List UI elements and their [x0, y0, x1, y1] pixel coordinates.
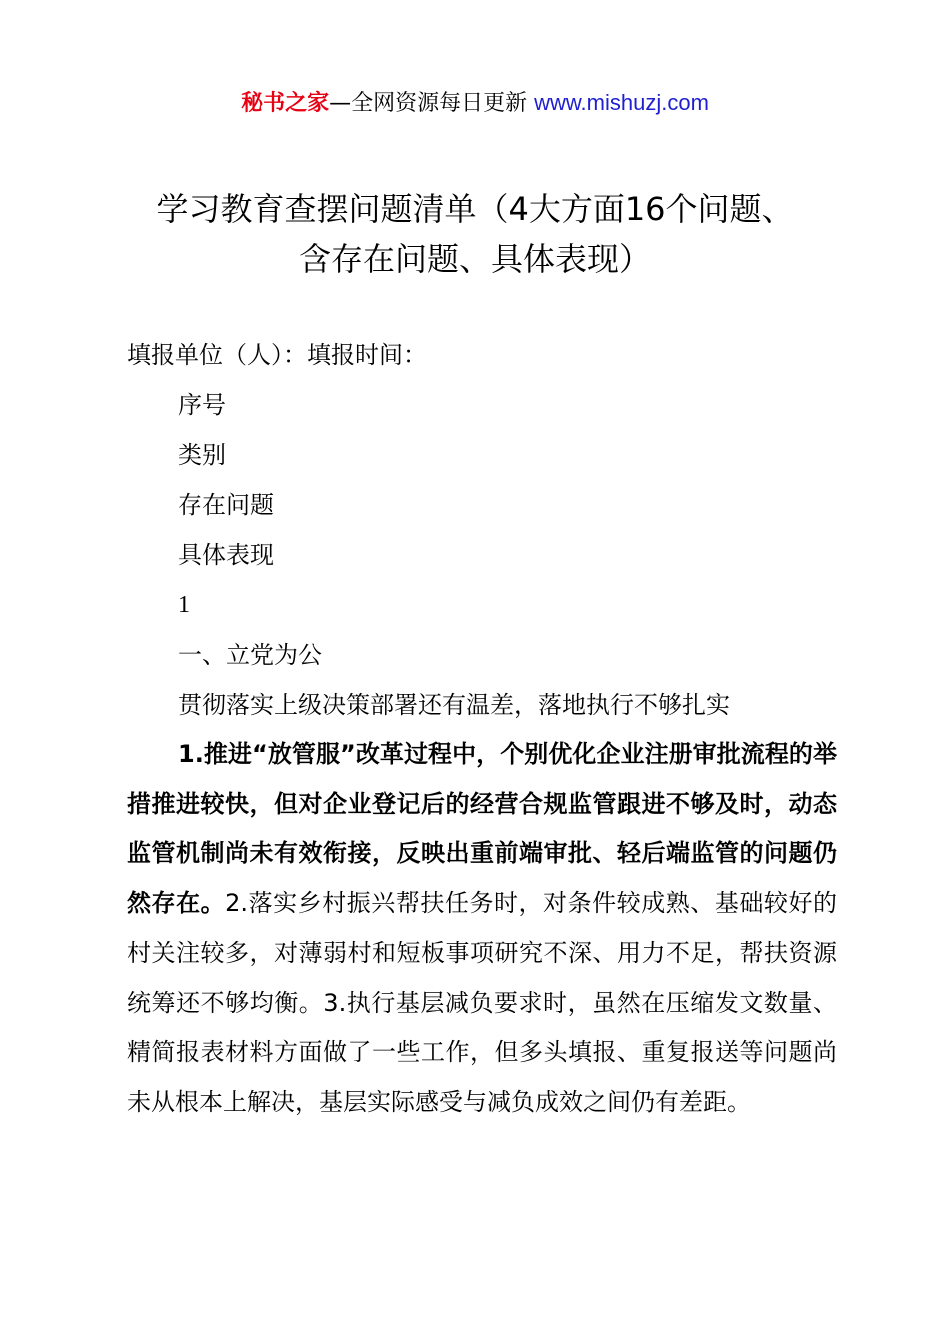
row-index: 1	[178, 592, 190, 618]
brand-name: 秘书之家	[241, 91, 330, 116]
title-line-1: 学习教育查摆问题清单（4大方面16个问题、	[156, 190, 794, 228]
detail-regular-text: 2.落实乡村振兴帮扶任务时，对条件较成熟、基础较好的村关注较多，对薄弱村和短板事项研究不深、用力不足，帮扶资源统筹还不够均衡。3.执行基层减负要求时，虽然在压缩发文数量、精简报表材料方面做了一些工作，但多头填报、重复报送等问题尚未从根本上解决，基层实际感受与减负成效之间仍有差距。	[127, 889, 837, 1116]
site-tagline: —全网资源每日更新	[329, 91, 528, 116]
row-category: 一、立党为公	[178, 641, 322, 669]
header-category: 类别	[178, 441, 226, 469]
header-detail: 具体表现	[178, 541, 274, 569]
fill-info-line: 填报单位（人）：填报时间：	[127, 341, 427, 369]
document-body	[127, 330, 837, 1128]
title-line-2: 含存在问题、具体表现）	[298, 240, 651, 278]
detail-bold-text: 1.推进“放管服”改革过程中，个别优化企业注册审批流程的举措推进较快，但对企业登记后的经营合规监管跟进不够及时，动态监管机制尚未有效衔接，反映出重前端审批、轻后端监管的问题仍然存在。	[127, 740, 837, 918]
header-problem: 存在问题	[178, 491, 274, 519]
site-header	[0, 86, 950, 121]
site-url-link[interactable]: www.mishuzj.com	[534, 90, 709, 115]
row-problem: 贯彻落实上级决策部署还有温差，落地执行不够扎实	[178, 691, 730, 719]
row-detail-paragraph	[127, 730, 837, 1128]
document-title	[100, 184, 850, 284]
header-index: 序号	[178, 391, 226, 419]
